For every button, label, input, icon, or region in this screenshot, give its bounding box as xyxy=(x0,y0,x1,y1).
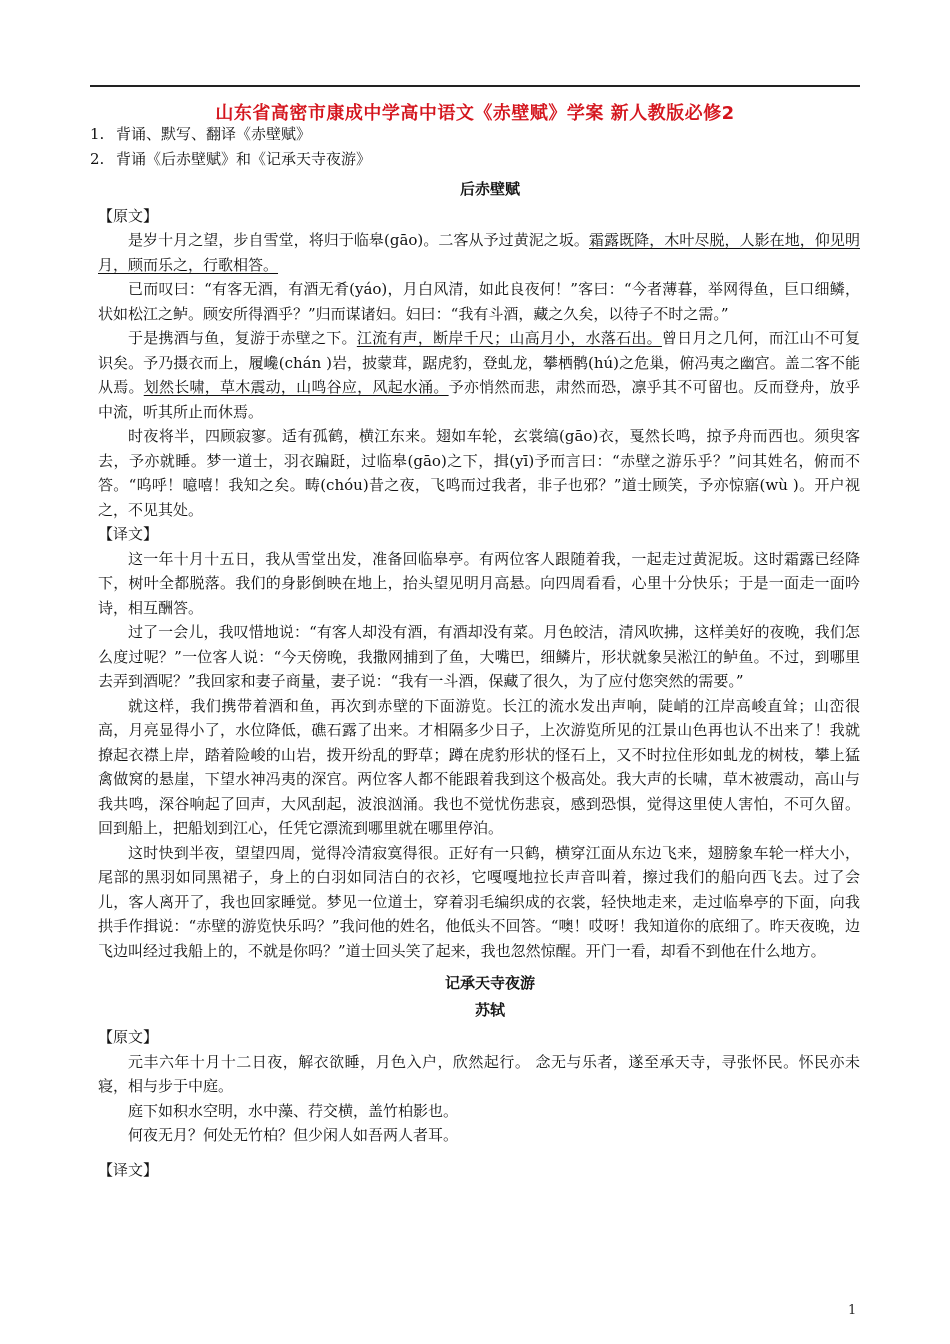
translation-paragraph: 这一年十月十五日，我从雪堂出发，准备回临皋亭。有两位客人跟随着我，一起走过黄泥坂。这时霜露已经降下，树叶全都脱落。我们的身影倒映在地上，抬头望见明月高悬。向四周看看，心里十分快乐；于是一面走一面吟诗，相互酬答。 xyxy=(98,549,860,617)
original-paragraph: 于是携酒与鱼，复游于赤壁之下。江流有声，断岸千尺；山高月小，水落石出。曾日月之几何，而江山不可复识矣。予乃摄衣而上，履巉(chán )岩，披蒙茸，踞虎豹，登虬龙，攀栖鹘(hú)之危巢，俯冯夷之幽宫。盖二客不能从焉。划然长啸，草木震动，山鸣谷应，风起水涌。予亦悄然而悲，肃然而恐，凛乎其不可留也。反而登舟，放乎中流，听其所止而休焉。 xyxy=(98,329,860,421)
underlined-phrase: 江流有声，断岸千尺；山高月小，水落石出。 xyxy=(356,329,662,347)
document-title: 山东省高密市康成中学高中语文《赤壁赋》学案 新人教版必修2 xyxy=(215,103,735,124)
translation-paragraph: 过了一会儿，我叹惜地说：“有客人却没有酒，有酒却没有菜。月色皎洁，清风吹拂，这样美好的夜晚，我们怎么度过呢？”一位客人说：“今天傍晚，我撒网捕到了鱼，大嘴巴，细鳞片，形状就象吴淞江的鲈鱼。不过，到哪里去弄到酒呢？”我回家和妻子商量，妻子说：“我有一斗酒，保藏了很久，为了应付您突然的需要。” xyxy=(98,623,860,690)
translation-label: 【译文】 xyxy=(98,525,159,543)
original-paragraph: 已而叹曰：“有客无酒，有酒无肴(yáo)，月白风清，如此良夜何！”客曰：“今者薄暮，举网得鱼，巨口细鳞，状如松江之鲈。顾安所得酒乎？”归而谋诸妇。妇曰：“我有斗酒，藏之久矣，以待子不时之需。” xyxy=(98,280,860,323)
author-name: 苏轼 xyxy=(474,1000,505,1019)
underlined-phrase: 划然长啸，草木震动，山鸣谷应，风起水涌。 xyxy=(143,378,449,396)
original-text-label: 【原文】 xyxy=(98,206,159,225)
section-title-chengtian-temple: 记承天寺夜游 xyxy=(444,974,535,992)
original-paragraph: 是岁十月之望，步自雪堂，将归于临皋(gāo)。二客从予过黄泥之坂。霜露既降，木叶尽脱，人影在地，仰见明月，顾而乐之，行歌相答。 xyxy=(98,231,860,274)
original-paragraph: 何夜无月？何处无竹柏？但少闲人如吾两人者耳。 xyxy=(128,1126,459,1144)
page-number: 1 xyxy=(848,1303,857,1318)
original-paragraph: 元丰六年十月十二日夜，解衣欲睡，月色入户，欣然起行。 念无与乐者，遂至承天寺，寻张怀民。怀民亦未寝，相与步于中庭。 xyxy=(98,1052,860,1095)
original-paragraph: 庭下如积水空明，水中藻、荇交横，盖竹柏影也。 xyxy=(128,1101,459,1120)
goal-item: 1. 背诵、默写、翻译《赤壁赋》 xyxy=(90,125,312,143)
original-paragraph: 时夜将半，四顾寂寥。适有孤鹤，横江东来。翅如车轮，玄裳缟(gāo)衣，戛然长鸣，掠予舟而西也。须臾客去，予亦就睡。梦一道士，羽衣蹁跹，过临皋(gāo)之下，揖(yī)予而言曰：“赤壁之游乐乎？”问其姓名，俯而不答。“呜呼！噫嘻！我知之矣。畴(chóu)昔之夜，飞鸣而过我者，非子也邪？”道士顾笑，予亦惊寤(wù )。开户视之，不见其处。 xyxy=(98,427,860,519)
document-body xyxy=(90,122,860,1182)
translation-paragraph: 这时快到半夜，望望四周，觉得冷清寂寞得很。正好有一只鹤，横穿江面从东边飞来，翅膀象车轮一样大小，尾部的黑羽如同黑裙子，身上的白羽如同洁白的衣衫，它嘎嘎地拉长声音叫着，擦过我们的船向西飞去。过了会儿，客人离开了，我也回家睡觉。梦见一位道士，穿着羽毛编织成的衣裳，轻快地走来，走过临皋亭的下面，向我拱手作揖说：“赤壁的游览快乐吗？”我问他的姓名，他低头不回答。“噢！哎呀！我知道你的底细了。昨天夜晚，边飞边叫经过我船上的，不就是你吗？”道士回头笑了起来，我也忽然惊醒。开门一看，却看不到他在什么地方。 xyxy=(98,843,860,960)
translation-paragraph: 就这样，我们携带着酒和鱼，再次到赤壁的下面游览。长江的流水发出声响，陡峭的江岸高峻直耸；山峦很高，月亮显得小了，水位降低，礁石露了出来。才相隔多少日子，上次游览所见的江景山色再也认不出来了！我就撩起衣襟上岸，踏着险峻的山岩，拨开纷乱的野草；蹲在虎豹形状的怪石上，又不时拉住形如虬龙的树枝，攀上猛禽做窝的悬崖，下望水神冯夷的深宫。两位客人都不能跟着我到这个极高处。我大声的长啸，草木被震动，高山与我共鸣，深谷响起了回声，大风刮起，波浪汹涌。我也不觉忧伤悲哀，感到恐惧，觉得这里使人害怕，不可久留。回到船上，把船划到江心，任凭它漂流到哪里就在哪里停泊。 xyxy=(98,696,860,837)
underlined-phrase: 霜露既降，木叶尽脱，人影在地，仰见明月，顾而乐之，行歌相答。 xyxy=(98,231,860,274)
header-rule xyxy=(90,85,860,87)
original-text-label: 【原文】 xyxy=(98,1028,159,1046)
section-title-hou-chibi-fu: 后赤壁赋 xyxy=(459,180,520,198)
spacer xyxy=(120,1148,860,1158)
goal-item: 2. 背诵《后赤壁赋》和《记承天寺夜游》 xyxy=(90,149,372,168)
translation-label: 【译文】 xyxy=(98,1160,159,1179)
